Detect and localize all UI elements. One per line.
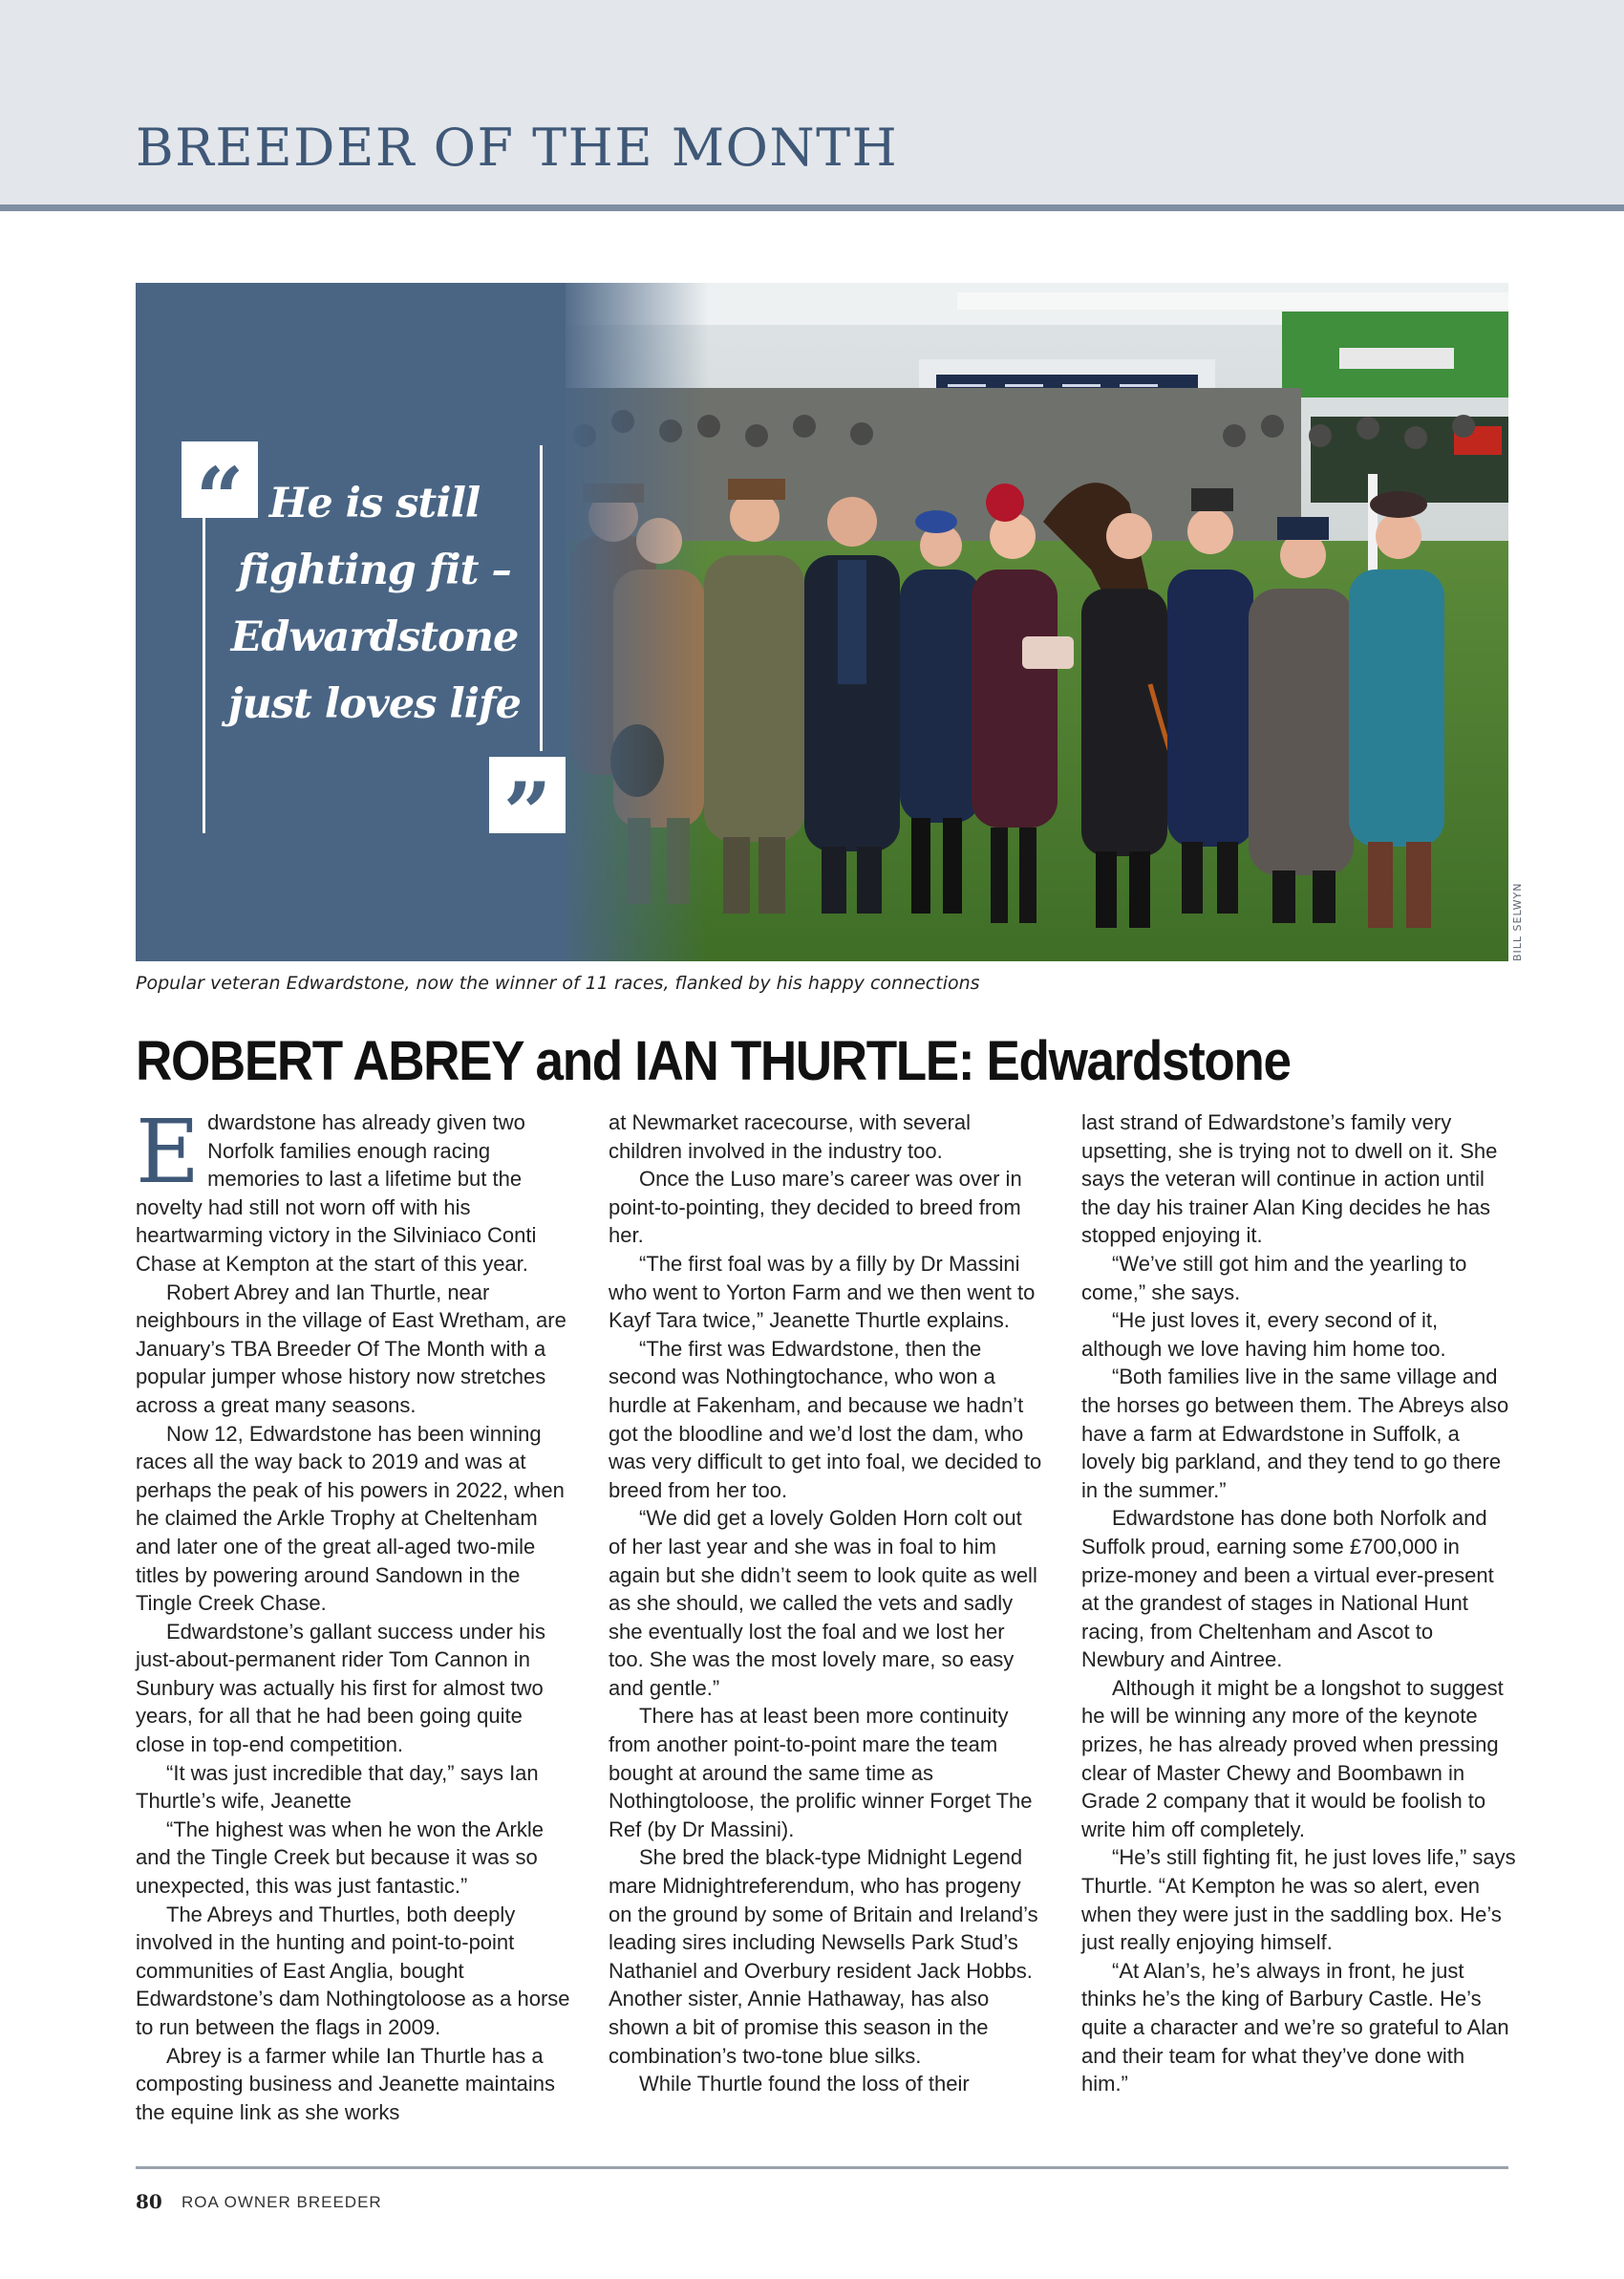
paragraph: Abrey is a farmer while Ian Thurtle has a composting business and Jeanette maintains the equine link as she works — [136, 2043, 556, 2124]
pull-quote: He is still fighting fit – Edwardstone just loves life — [228, 480, 521, 728]
paragraph: There has at least been more continuity from another point-to-point mare the team bought at around the same time as Nothingtoloose, the prolific winner Forget The Ref (by Dr Massini). — [609, 1704, 1033, 1841]
hero-photo-block — [136, 283, 1508, 961]
section-title: BREEDER OF THE MONTH — [136, 118, 899, 178]
paragraph: “The first foal was by a filly by Dr Massini who went to Yorton Farm and we then went to Kayf Tara twice,” Jeanette Thurtle explains. — [609, 1251, 1036, 1333]
paragraph: “It was just incredible that day,” says Ian Thurtle’s wife, Jeanette — [136, 1760, 539, 1814]
paragraph: “We did get a lovely Golden Horn colt out of her last year and she was in foal to him again but she didn’t seem to look quite as well as she should, we called the vets and sadly she eventually lost the foal and we lost her too. She was the most lovely mare, so easy and gentle.” — [609, 1506, 1037, 1700]
article-headline: ROBERT ABREY and IAN THURTLE: Edwardstone — [136, 1030, 1291, 1092]
paragraph: dwardstone has already given two Norfolk families enough racing memories to last a lifetime but the novelty had still not worn off with his heartwarming victory in the Silviniaco Conti Chase at Kempton at the start of this year. — [136, 1110, 537, 1276]
panel-fade — [556, 283, 709, 961]
paragraph: “Both families live in the same village and the horses go between them. The Abreys also have a farm at Edwardstone in Suffolk, a lovely big parkland, and they tend to go there in the summer.” — [1081, 1365, 1509, 1502]
paragraph: Although it might be a longshot to suggest he will be winning any more of the keynote prizes, he has already proved when pressing clear of Master Chewy and Boombawn in Grade 2 company that it would be foolish to write him off completely. — [1081, 1675, 1504, 1841]
paragraph: She bred the black-type Midnight Legend mare Midnightreferendum, who has progeny on the ground by some of Britain and Ireland’s leading sires including Newsells Park Stud’s Nathaniel and Overbury resident Jack Hobbs. Another sister, Annie Hathaway, has also shown a bit of promise this season in the combination’s two-tone blue silks. — [609, 1845, 1038, 2068]
paragraph: The Abreys and Thurtles, both deeply involved in the hunting and point-to-point communities of East Anglia, bought Edwardstone’s dam Nothingtoloose as a horse to run between the flags in 2009. — [136, 1902, 570, 2039]
paragraph: “The highest was when he won the Arkle and the Tingle Creek but because it was so unexpected, this was just fantastic.” — [136, 1817, 545, 1899]
paragraph: “He just loves it, every second of it, although we love having him home too. — [1081, 1308, 1446, 1361]
paragraph: “At Alan’s, he’s always in front, he just thinks he’s the king of Barbury Castle. He’s quite a character and we’re so grateful to Alan and their team for what they’ve done with him.” — [1081, 1958, 1509, 2096]
paragraph: Once the Luso mare’s career was over in point-to-pointing, they decided to breed from her. — [609, 1167, 1022, 1248]
paragraph: Edwardstone’s gallant success under his just-about-permanent rider Tom Cannon in Sunbury was actually his first for almost two years, for all that he had been going quite close in top-end competition. — [136, 1619, 546, 1757]
paragraph: last strand of Edwardstone’s family very upsetting, she is trying not to dwell on it. She says the veteran will continue in action until the day his trainer Alan King decides he has stopped enjoying it. — [1081, 1110, 1498, 1248]
article-column-1 — [136, 1101, 570, 2126]
paragraph: “The first was Edwardstone, then the second was Nothingtochance, who won a hurdle at Fakenham, and because we hadn’t got the bloodline and we’d lost the dam, who was very difficult to get into foal, we decided to breed from her too. — [609, 1336, 1042, 1502]
drop-cap: E — [136, 1101, 201, 1203]
quote-rule-right — [540, 445, 543, 751]
open-quote-icon: “ — [182, 441, 258, 518]
paragraph: Robert Abrey and Ian Thurtle, near neighbours in the village of East Wretham, are January’s TBA Breeder Of The Month with a popular jumper whose history now stretches across a great many seasons. — [136, 1279, 566, 1417]
footer-rule — [136, 2166, 1508, 2169]
paragraph: at Newmarket racecourse, with several children involved in the industry too. — [609, 1110, 972, 1163]
photo-credit: BILL SELWYN — [1511, 882, 1524, 961]
paragraph: While Thurtle found the loss of their — [639, 2072, 970, 2096]
paragraph: Edwardstone has done both Norfolk and Suffolk proud, earning some £700,000 in prize-money and been a virtual ever-present at the grandest of stages in National Hunt racing, from Cheltenham and Ascot to Newbury and Aintree. — [1081, 1506, 1494, 1672]
photo-caption: Popular veteran Edwardstone, now the winner of 11 races, flanked by his happy connections — [136, 973, 980, 994]
publication-name: ROA OWNER BREEDER — [182, 2193, 382, 2211]
paragraph: “We’ve still got him and the yearling to come,” she says. — [1081, 1251, 1467, 1304]
article-column-2 — [609, 1108, 1043, 2098]
paragraph: Now 12, Edwardstone has been winning races all the way back to 2019 and was at perhaps the peak of his powers in 2022, when he claimed the Arkle Trophy at Cheltenham and later one of the great all-aged two-mile titles by powering around Sandown in the Tingle Creek Chase. — [136, 1421, 565, 1616]
article-column-3 — [1081, 1108, 1516, 2098]
paragraph: “He’s still fighting fit, he just loves life,” says Thurtle. “At Kempton he was so alert, even when they were just in the saddling box. He’s just really enjoying himself. — [1081, 1845, 1516, 1955]
page-number: 80 — [136, 2190, 162, 2213]
header-rule — [0, 204, 1624, 211]
close-quote-icon: ” — [489, 757, 566, 833]
